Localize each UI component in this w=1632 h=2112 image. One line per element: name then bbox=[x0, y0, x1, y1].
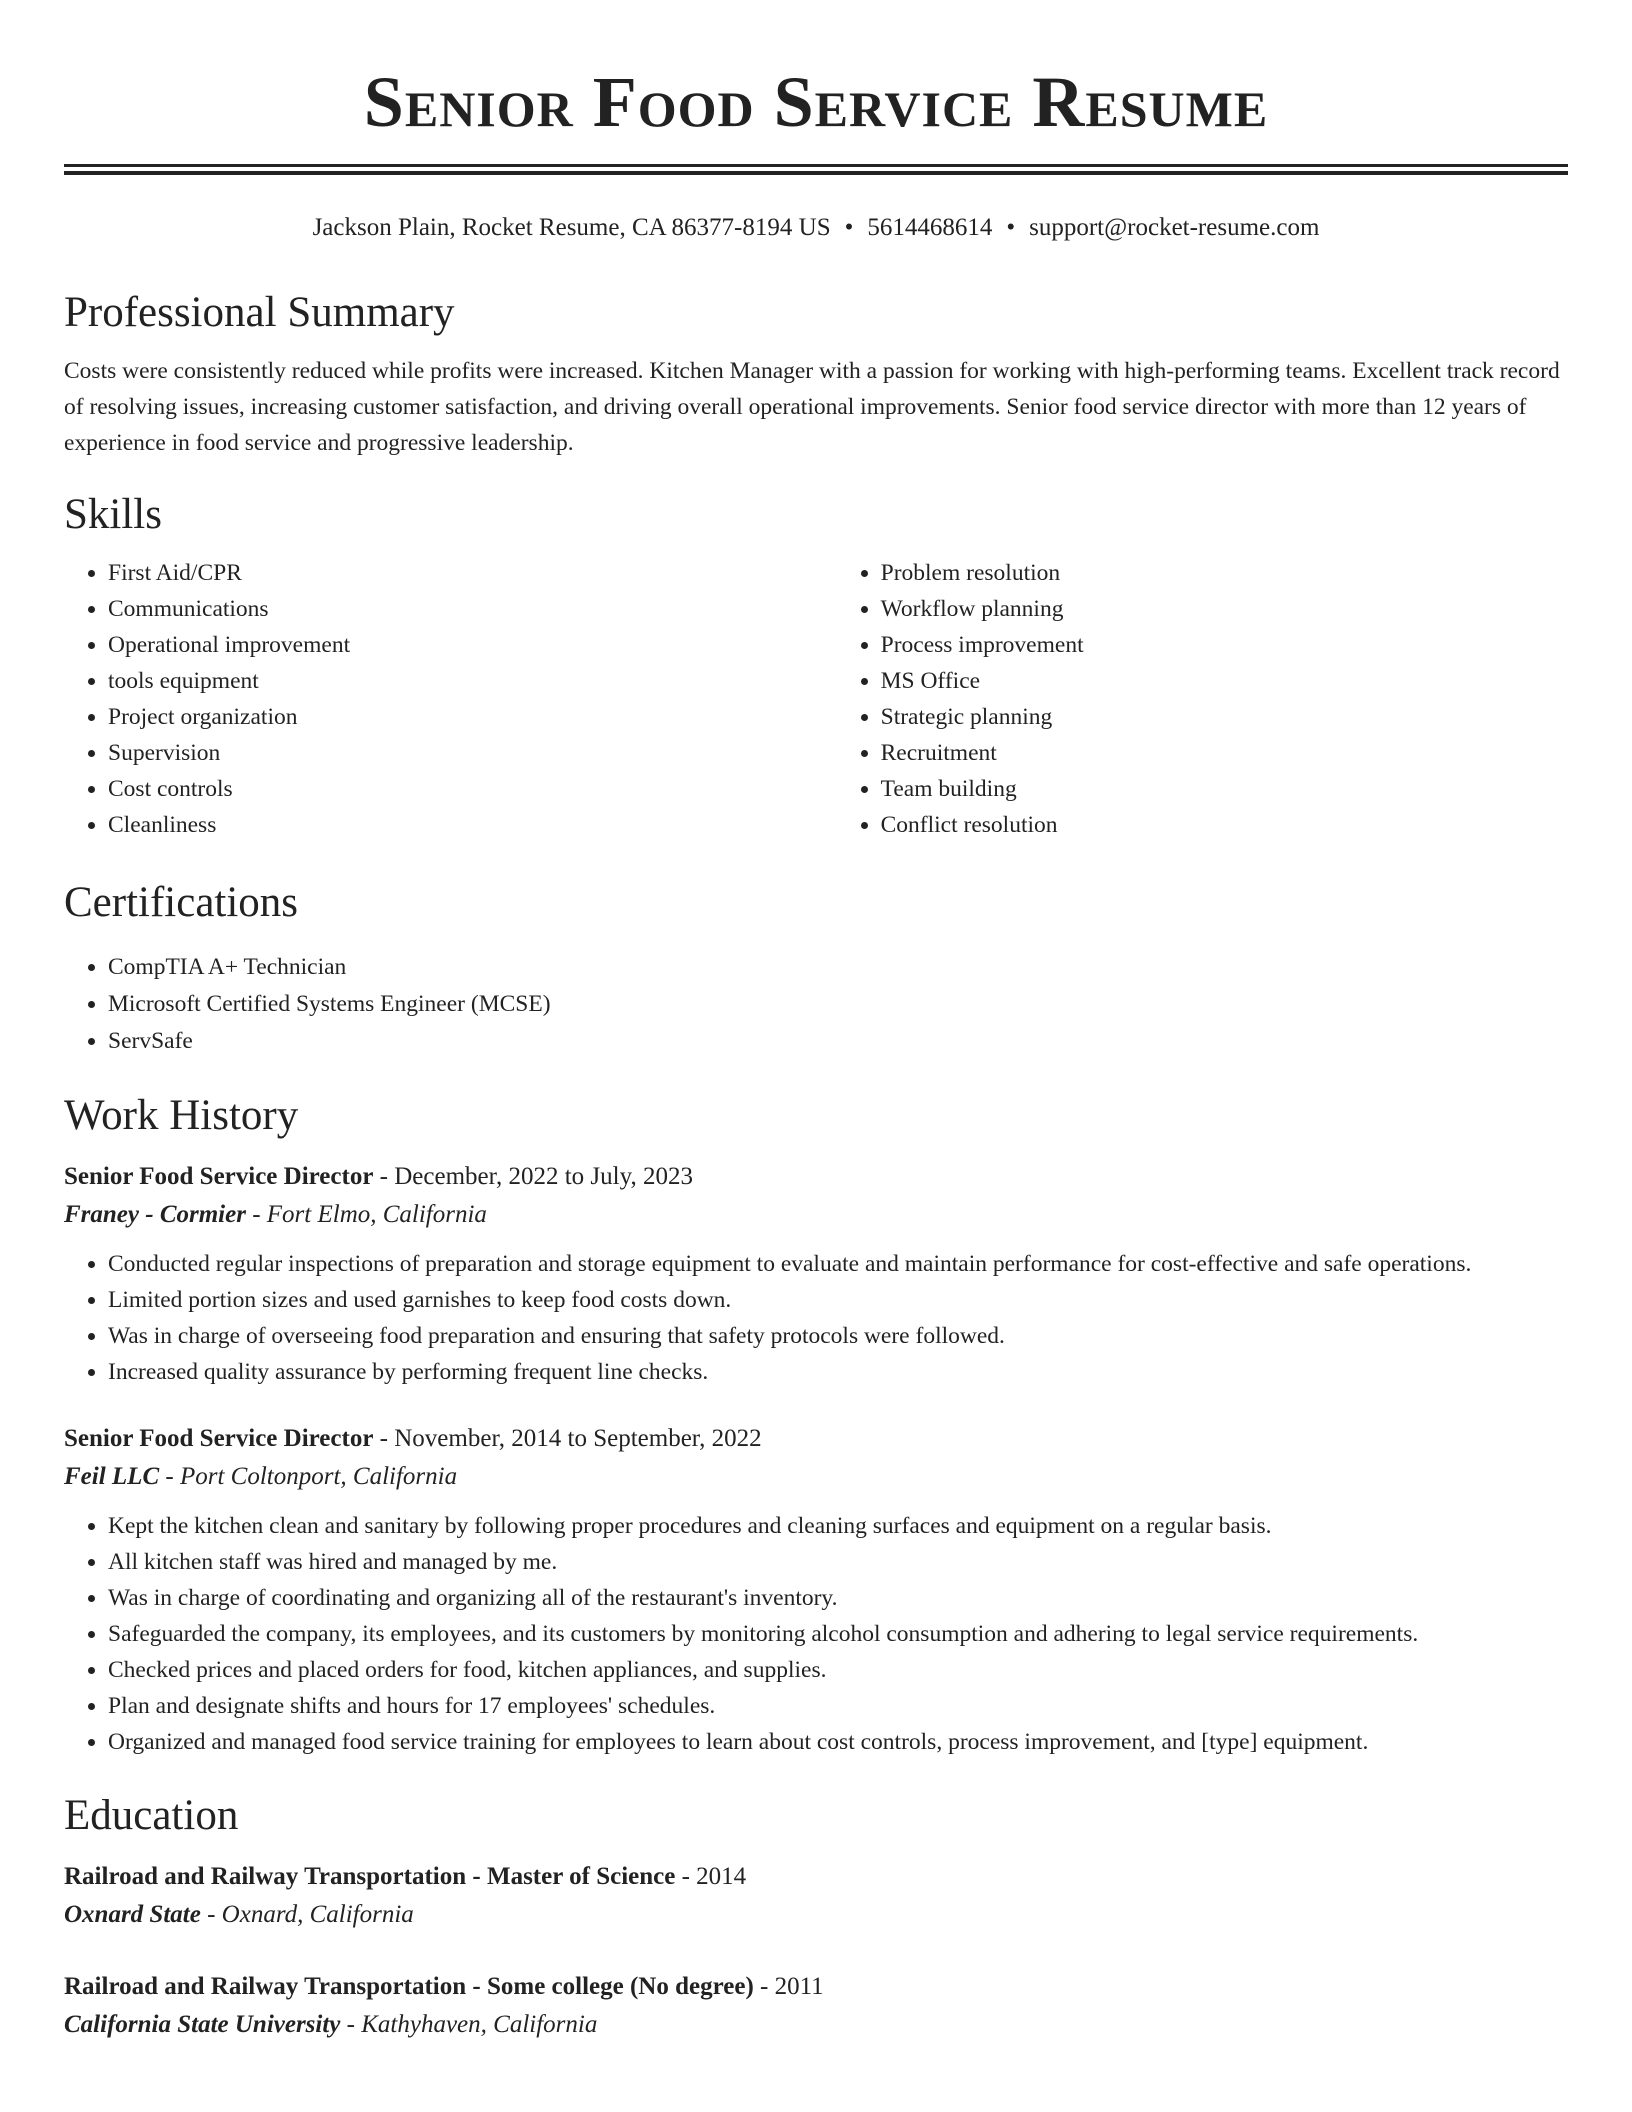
title-divider bbox=[64, 164, 1568, 175]
job-bullet: • All kitchen staff was hired and managed by me. bbox=[108, 1544, 1568, 1580]
skill-item: • Conflict resolution bbox=[881, 807, 1568, 843]
job-bullets bbox=[64, 1246, 1568, 1390]
skill-item: • tools equipment bbox=[108, 663, 837, 699]
resume-title: Senior Food Service Resume bbox=[363, 62, 1269, 142]
education-school-line bbox=[64, 1896, 1568, 1934]
skills-left-list bbox=[64, 555, 837, 843]
certification-item: • Microsoft Certified Systems Engineer (MCSE) bbox=[108, 986, 1568, 1023]
job-bullet: • Was in charge of coordinating and organizing all of the restaurant's inventory. bbox=[108, 1580, 1568, 1616]
skills-heading: Skills bbox=[64, 491, 162, 538]
job-bullet: • Conducted regular inspections of preparation and storage equipment to evaluate and maintain performance for cost-effective and safe operations. bbox=[108, 1246, 1568, 1282]
skills-right-list bbox=[837, 555, 1568, 843]
education-degree-line bbox=[64, 1858, 1568, 1896]
skill-item: • Communications bbox=[108, 591, 837, 627]
skills-columns bbox=[64, 555, 1568, 843]
job-company-line bbox=[64, 1458, 1568, 1496]
job-bullet: • Kept the kitchen clean and sanitary by following proper procedures and cleaning surfaces and equipment on a regular basis. bbox=[108, 1508, 1568, 1544]
education-location: - Oxnard, California bbox=[200, 1901, 414, 1928]
job-bullet: • Was in charge of overseeing food preparation and ensuring that safety protocols were followed. bbox=[108, 1318, 1568, 1354]
job-dates: - December, 2022 to July, 2023 bbox=[373, 1163, 693, 1190]
job-entry bbox=[64, 1158, 1568, 1390]
skill-item: • Recruitment bbox=[881, 735, 1568, 771]
skill-item: • First Aid/CPR bbox=[108, 555, 837, 591]
resume-page bbox=[64, 0, 1568, 2044]
job-bullet: • Checked prices and placed orders for food, kitchen appliances, and supplies. bbox=[108, 1652, 1568, 1688]
education-degree: Railroad and Railway Transportation - Some college (No degree) bbox=[64, 1973, 754, 2000]
skill-item: • Cost controls bbox=[108, 771, 837, 807]
education-entry bbox=[64, 1968, 1568, 2044]
skill-item: • Supervision bbox=[108, 735, 837, 771]
education-degree: Railroad and Railway Transportation - Master of Science bbox=[64, 1863, 676, 1890]
summary-text: Costs were consistently reduced while profits were increased. Kitchen Manager with a passion for working with high-performing teams. Excellent track record of resolving issues, increasing customer satisfaction, and driving overall operational improvements. Senior food service director with more than 12 years of experience in food service and progressive leadership. bbox=[64, 358, 1560, 456]
education-entry bbox=[64, 1858, 1568, 1934]
job-bullet: • Increased quality assurance by performing frequent line checks. bbox=[108, 1354, 1568, 1390]
job-bullet: • Plan and designate shifts and hours for 17 employees' schedules. bbox=[108, 1688, 1568, 1724]
skill-item: • Project organization bbox=[108, 699, 837, 735]
job-title: Senior Food Service Director bbox=[64, 1163, 374, 1190]
job-bullet: • Limited portion sizes and used garnishes to keep food costs down. bbox=[108, 1282, 1568, 1318]
job-title: Senior Food Service Director bbox=[64, 1425, 374, 1452]
certifications-list bbox=[64, 949, 1568, 1060]
skill-item: • Cleanliness bbox=[108, 807, 837, 843]
education-year: - 2014 bbox=[675, 1863, 747, 1890]
contact-email: support@rocket-resume.com bbox=[1029, 214, 1320, 241]
skill-item: • MS Office bbox=[881, 663, 1568, 699]
contact-separator: • bbox=[1006, 214, 1016, 241]
contact-line bbox=[64, 211, 1568, 245]
job-company: Feil LLC bbox=[64, 1463, 160, 1490]
summary-heading: Professional Summary bbox=[64, 289, 455, 336]
contact-separator: • bbox=[844, 214, 854, 241]
education-school: Oxnard State bbox=[64, 1901, 201, 1928]
education-year: - 2011 bbox=[753, 1973, 824, 2000]
skill-item: • Strategic planning bbox=[881, 699, 1568, 735]
certification-item: • CompTIA A+ Technician bbox=[108, 949, 1568, 986]
education-school: California State University bbox=[64, 2011, 341, 2038]
contact-address: Jackson Plain, Rocket Resume, CA 86377-8194 US bbox=[312, 214, 831, 241]
job-entry bbox=[64, 1420, 1568, 1760]
job-title-line bbox=[64, 1158, 1568, 1196]
job-company: Franey - Cormier bbox=[64, 1201, 246, 1228]
education-heading: Education bbox=[64, 1792, 239, 1839]
job-company-line bbox=[64, 1196, 1568, 1234]
education-degree-line bbox=[64, 1968, 1568, 2006]
skill-item: • Workflow planning bbox=[881, 591, 1568, 627]
job-bullet: • Organized and managed food service training for employees to learn about cost controls, process improvement, and [type] equipment. bbox=[108, 1724, 1568, 1760]
skill-item: • Team building bbox=[881, 771, 1568, 807]
skill-item: • Process improvement bbox=[881, 627, 1568, 663]
skill-item: • Problem resolution bbox=[881, 555, 1568, 591]
job-location: - Port Coltonport, California bbox=[159, 1463, 458, 1490]
contact-phone: 5614468614 bbox=[867, 214, 993, 241]
skill-item: • Operational improvement bbox=[108, 627, 837, 663]
job-dates: - November, 2014 to September, 2022 bbox=[373, 1425, 762, 1452]
education-location: - Kathyhaven, California bbox=[340, 2011, 598, 2038]
work-history-heading: Work History bbox=[64, 1092, 299, 1139]
education-school-line bbox=[64, 2006, 1568, 2044]
certification-item: • ServSafe bbox=[108, 1023, 1568, 1060]
job-location: - Fort Elmo, California bbox=[245, 1201, 487, 1228]
job-bullet: • Safeguarded the company, its employees, and its customers by monitoring alcohol consumption and adhering to legal service requirements. bbox=[108, 1616, 1568, 1652]
job-title-line bbox=[64, 1420, 1568, 1458]
certifications-heading: Certifications bbox=[64, 879, 299, 926]
job-bullets bbox=[64, 1508, 1568, 1760]
